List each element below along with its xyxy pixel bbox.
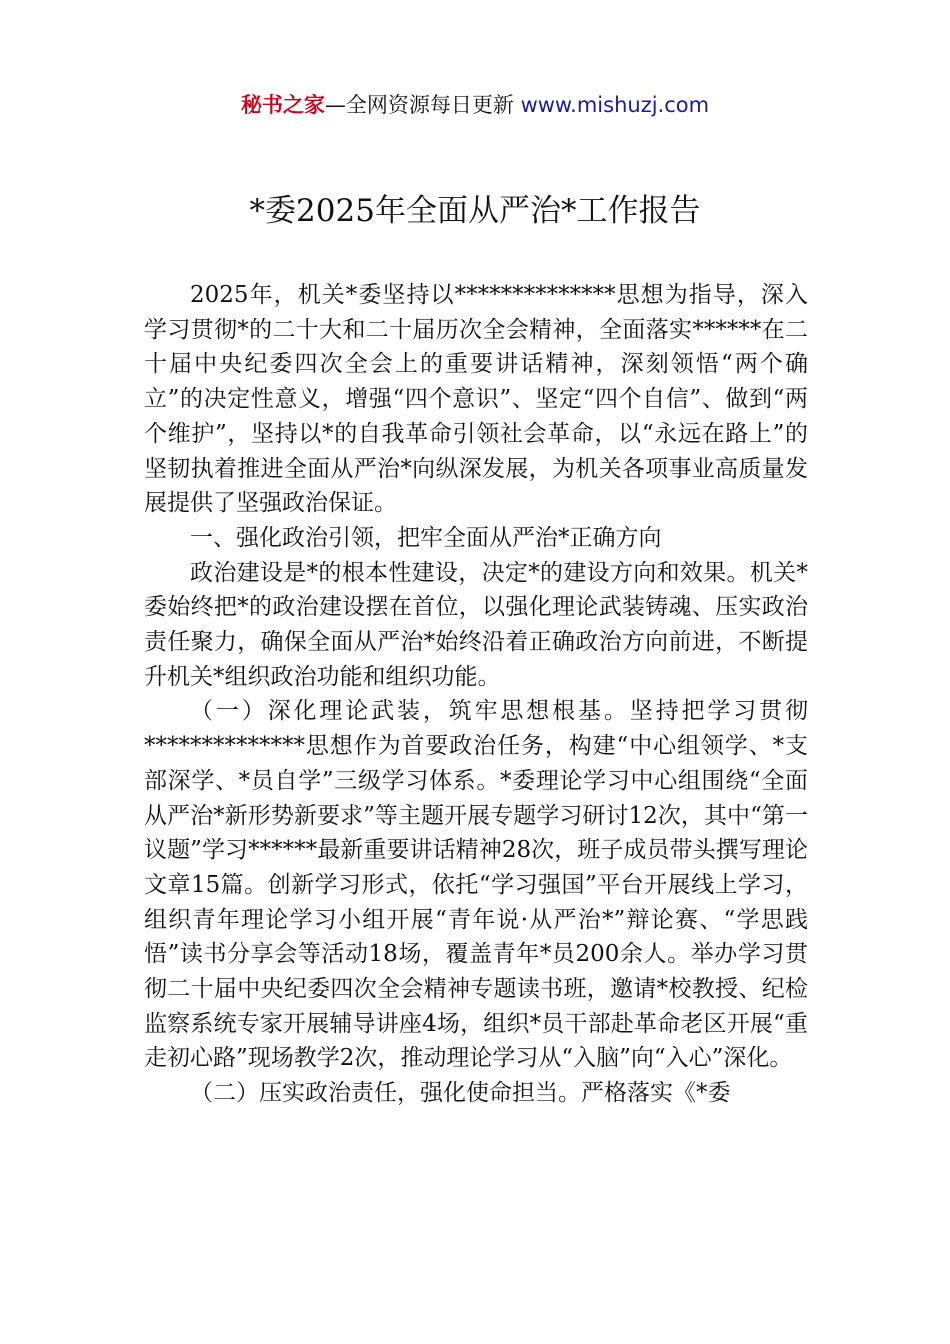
document-title: *委2025年全面从严治*工作报告 bbox=[249, 193, 701, 229]
section-heading-1: 一、强化政治引领，把牢全面从严治*正确方向 bbox=[190, 524, 662, 551]
paragraph-intro: 2025年，机关*委坚持以**************思想为指导，深入学习贯彻*的二十大和二十届历次全会精神，全面落实******在二十届中央纪委四次全会上的重要讲话精神，深刻领悟“两个确立”的决定性意义，增强“四个意识”、坚定“四个自信”、做到“两个维护”，坚持以*的自我革命引领社会革命，以“永远在路上”的坚韧执着推进全面从严治*向纵深发展，为机关各项事业高质量发展提供了坚强政治保证。 bbox=[144, 282, 808, 517]
brand-name: 秘书之家 bbox=[240, 93, 325, 117]
site-tagline: —全网资源每日更新 bbox=[324, 93, 521, 117]
site-url-link[interactable]: www.mishuzj.com bbox=[520, 93, 710, 117]
paragraph-subsection-2: （二）压实政治责任，强化使命担当。严格落实《*委 bbox=[190, 1080, 731, 1107]
paragraph-section-1: 政治建设是*的根本性建设，决定*的建设方向和效果。机关*委始终把*的政治建设摆在首位，以强化理论武装铸魂、压实政治责任聚力，确保全面从严治*始终沿着正确政治方向前进，不断提升机关*组织政治功能和组织功能。 bbox=[144, 559, 808, 690]
document-body bbox=[144, 278, 808, 1111]
site-header-banner bbox=[0, 88, 950, 122]
paragraph-subsection-1: （一）深化理论武装，筑牢思想根基。坚持把学习贯彻**************思想作为首要政治任务，构建“中心组领学、*支部深学、*员自学”三级学习体系。*委理论学习中心组围绕“全面从严治*新形势新要求”等主题开展专题学习研讨12次，其中“第一议题”学习******最新重要讲话精神28次，班子成员带头撰写理论文章15篇。创新学习形式，依托“学习强国”平台开展线上学习，组织青年理论学习小组开展“青年说·从严治*”辩论赛、“学思践悟”读书分享会等活动18场，覆盖青年*员200余人。举办学习贯彻二十届中央纪委四次全会精神专题读书班，邀请*校教授、纪检监察系统专家开展辅导讲座4场，组织*员干部赴革命老区开展“重走初心路”现场教学2次，推动理论学习从“入脑”向“入心”深化。 bbox=[144, 698, 808, 1072]
